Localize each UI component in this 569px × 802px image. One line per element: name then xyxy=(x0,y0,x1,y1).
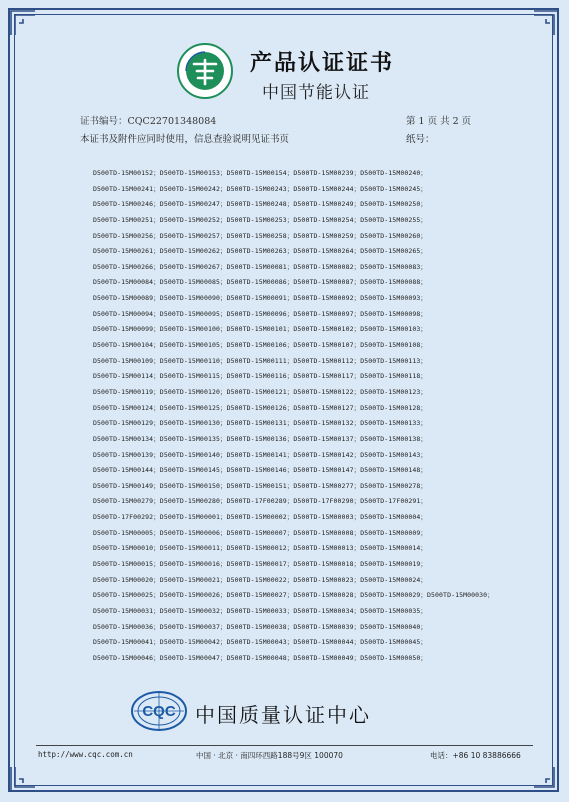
model-row: D500TD-15M00124；D500TD-15M00125；D500TD-15M00126；D500TD-15M00127；D500TD-15M00128； xyxy=(93,403,427,412)
footer-address: 中国 · 北京 · 南四环西路188号9区 100070 xyxy=(196,751,343,760)
model-row: D500TD-15M00119；D500TD-15M00120；D500TD-15M00121；D500TD-15M00122；D500TD-15M00123； xyxy=(93,387,427,396)
model-row: D500TD-15M00089；D500TD-15M00090；D500TD-15M00091；D500TD-15M00092；D500TD-15M00093； xyxy=(93,294,427,303)
cqc-logo-text: CQC xyxy=(142,703,176,720)
model-row: D500TD-15M00099；D500TD-15M00100；D500TD-15M00101；D500TD-15M00102；D500TD-15M00103； xyxy=(93,325,427,334)
model-row: D500TD-15M00025；D500TD-15M00026；D500TD-15M00027；D500TD-15M00028；D500TD-15M00029；D500TD-15M00030； xyxy=(93,591,494,600)
model-row: D500TD-15M00094；D500TD-15M00095；D500TD-15M00096；D500TD-15M00097；D500TD-15M00098； xyxy=(93,309,427,318)
model-row: D500TD-15M00114；D500TD-15M00115；D500TD-15M00116；D500TD-15M00117；D500TD-15M00118； xyxy=(93,372,427,381)
model-row: D500TD-15M00041；D500TD-15M00042；D500TD-15M00043；D500TD-15M00044；D500TD-15M00045； xyxy=(93,638,427,647)
page-info: 第 1 页 共 2 页 xyxy=(406,116,472,127)
model-row: D500TD-15M00134；D500TD-15M00135；D500TD-15M00136；D500TD-15M00137；D500TD-15M00138； xyxy=(93,434,427,443)
organization-name: 中国质量认证中心 xyxy=(195,703,371,727)
model-row: D500TD-15M00015；D500TD-15M00016；D500TD-15M00017；D500TD-15M00018；D500TD-15M00019； xyxy=(93,560,427,569)
paper-number-label: 纸号： xyxy=(406,134,435,145)
model-row: D500TD-15M00084；D500TD-15M00085；D500TD-15M00086；D500TD-15M00087；D500TD-15M00088； xyxy=(93,278,427,287)
cqc-logo xyxy=(130,690,188,732)
model-row: D500TD-15M00241；D500TD-15M00242；D500TD-15M00243；D500TD-15M00244；D500TD-15M00245； xyxy=(93,184,427,193)
corner-ornament-top-right xyxy=(533,10,559,36)
model-row: D500TD-15M00149；D500TD-15M00150；D500TD-15M00151；D500TD-15M00277；D500TD-15M00278； xyxy=(93,481,427,490)
certificate-title: 产品认证证书 xyxy=(250,51,395,76)
footer-website[interactable]: http://www.cqc.com.cn xyxy=(38,750,133,759)
footer-divider xyxy=(36,745,533,746)
model-row: D500TD-15M00109；D500TD-15M00110；D500TD-15M00111；D500TD-15M00112；D500TD-15M00113； xyxy=(93,356,427,365)
model-row: D500TD-15M00152；D500TD-15M00153；D500TD-15M00154；D500TD-15M00239；D500TD-15M00240； xyxy=(93,169,427,177)
usage-notice: 本证书及附件应同时使用，信息查验说明见证书页 xyxy=(80,134,290,145)
model-row: D500TD-15M00144；D500TD-15M00145；D500TD-15M00146；D500TD-15M00147；D500TD-15M00148； xyxy=(93,466,427,475)
model-row: D500TD-15M00246；D500TD-15M00247；D500TD-15M00248；D500TD-15M00249；D500TD-15M00250； xyxy=(93,200,427,209)
energy-saving-certification-logo xyxy=(176,42,234,100)
footer-phone: 电话：+86 10 83886666 xyxy=(430,751,521,760)
model-row: D500TD-15M00279；D500TD-15M00280；D500TD-17F00289；D500TD-17F00290；D500TD-17F00291； xyxy=(93,497,427,506)
model-row: D500TD-15M00251；D500TD-15M00252；D500TD-15M00253；D500TD-15M00254；D500TD-15M00255； xyxy=(93,215,427,224)
model-row: D500TD-15M00036；D500TD-15M00037；D500TD-15M00038；D500TD-15M00039；D500TD-15M00040； xyxy=(93,622,427,631)
model-row: D500TD-15M00256；D500TD-15M00257；D500TD-15M00258；D500TD-15M00259；D500TD-15M00260； xyxy=(93,231,427,240)
model-row: D500TD-15M00139；D500TD-15M00140；D500TD-15M00141；D500TD-15M00142；D500TD-15M00143； xyxy=(93,450,427,459)
model-row: D500TD-15M00046；D500TD-15M00047；D500TD-15M00048；D500TD-15M00049；D500TD-15M00050； xyxy=(93,653,427,662)
corner-ornament-bottom-left xyxy=(10,766,36,792)
certificate-subtitle: 中国节能认证 xyxy=(262,83,370,103)
model-list xyxy=(93,166,513,667)
model-row: D500TD-15M00031；D500TD-15M00032；D500TD-15M00033；D500TD-15M00034；D500TD-15M00035； xyxy=(93,606,427,615)
model-row: D500TD-15M00005；D500TD-15M00006；D500TD-15M00007；D500TD-15M00008；D500TD-15M00009； xyxy=(93,528,427,537)
certificate-number: 证书编号：CQC22701348084 xyxy=(80,116,217,127)
model-row: D500TD-17F00292；D500TD-15M00001；D500TD-15M00002；D500TD-15M00003；D500TD-15M00004； xyxy=(93,513,427,522)
model-row: D500TD-15M00261；D500TD-15M00262；D500TD-15M00263；D500TD-15M00264；D500TD-15M00265； xyxy=(93,247,427,256)
corner-ornament-bottom-right xyxy=(533,766,559,792)
model-row: D500TD-15M00010；D500TD-15M00011；D500TD-15M00012；D500TD-15M00013；D500TD-15M00014； xyxy=(93,544,427,553)
model-row: D500TD-15M00020；D500TD-15M00021；D500TD-15M00022；D500TD-15M00023；D500TD-15M00024； xyxy=(93,575,427,584)
corner-ornament-top-left xyxy=(10,10,36,36)
model-row: D500TD-15M00129；D500TD-15M00130；D500TD-15M00131；D500TD-15M00132；D500TD-15M00133； xyxy=(93,419,427,428)
model-row: D500TD-15M00266；D500TD-15M00267；D500TD-15M00081；D500TD-15M00082；D500TD-15M00083； xyxy=(93,262,427,271)
model-row: D500TD-15M00104；D500TD-15M00105；D500TD-15M00106；D500TD-15M00107；D500TD-15M00108； xyxy=(93,341,427,350)
